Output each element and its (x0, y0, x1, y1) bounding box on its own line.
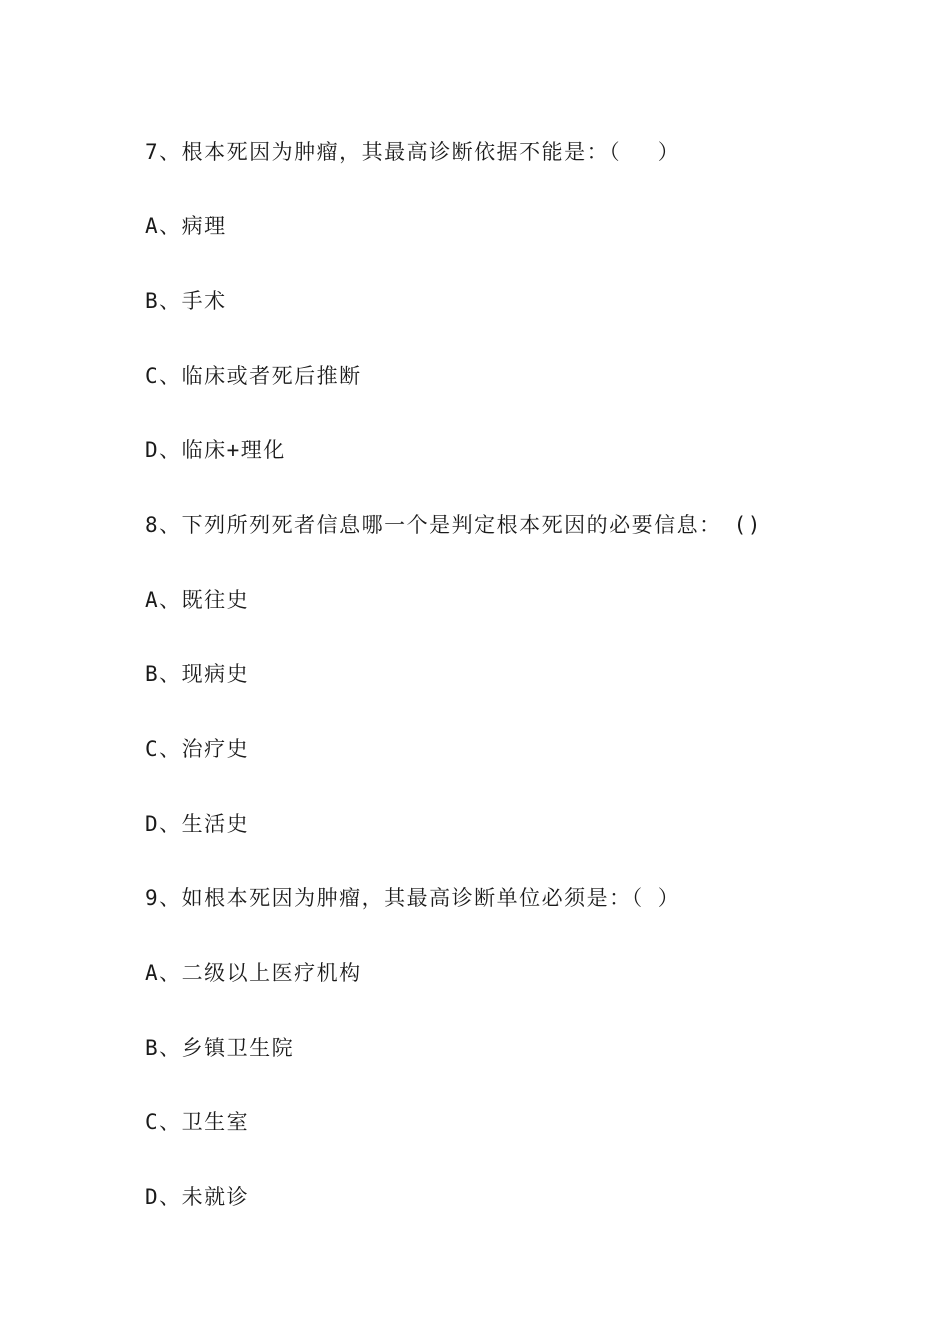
question-7-option-b: B、手术 (145, 289, 227, 313)
question-9: 9、如根本死因为肿瘤，其最高诊断单位必须是：（ ） (145, 886, 681, 910)
question-9-option-c: C、卫生室 (145, 1110, 250, 1134)
question-8-option-a: A、既往史 (145, 588, 250, 612)
question-9-option-a: A、二级以上医疗机构 (145, 961, 362, 985)
question-8-option-b: B、现病史 (145, 662, 250, 686)
question-8-option-d: D、生活史 (145, 812, 250, 836)
question-9-option-d: D、未就诊 (145, 1185, 250, 1209)
question-7: 7、根本死因为肿瘤，其最高诊断依据不能是：（ ） (145, 140, 681, 164)
question-7-option-d: D、临床+理化 (145, 438, 286, 462)
question-9-option-b: B、乡镇卫生院 (145, 1036, 295, 1060)
question-7-option-c: C、临床或者死后推断 (145, 364, 362, 388)
question-8: 8、下列所列死者信息哪一个是判定根本死因的必要信息： () (145, 513, 762, 537)
question-8-option-c: C、治疗史 (145, 737, 250, 761)
question-7-option-a: A、病理 (145, 214, 227, 238)
